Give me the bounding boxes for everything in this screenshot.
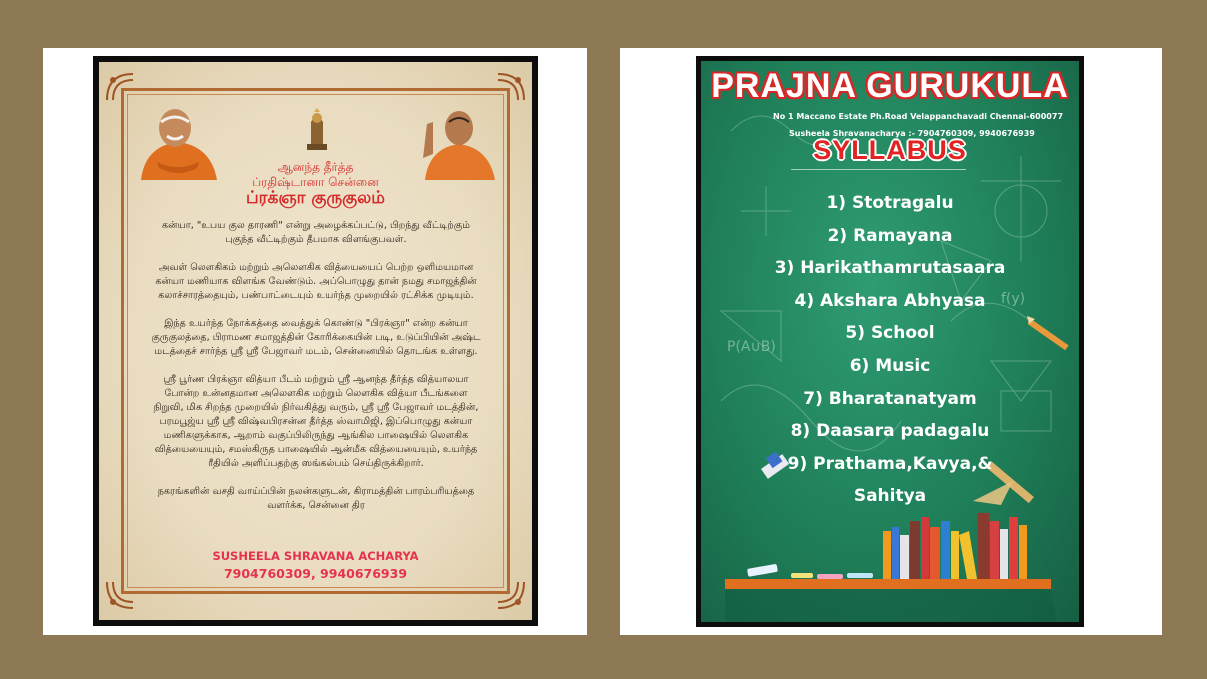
corner-ornament-icon: [496, 72, 526, 102]
syllabus-item: 4) Akshara Abhyasa: [794, 290, 986, 311]
bookshelf-illustration: [701, 491, 1079, 622]
chalkboard-background: [701, 61, 1079, 622]
poster-body-text: [151, 219, 481, 527]
syllabus-heading: SYLLABUS: [813, 135, 967, 165]
poster-title-line-1: ஆனந்த தீர்த்த: [277, 160, 354, 174]
shelf-icon: [725, 579, 1051, 589]
books-icon: [883, 513, 1027, 579]
school-contact: Susheela Shravanacharya :- 7904760309, 9940676939: [789, 129, 1035, 138]
body-paragraph: அவள் லௌகிகம் மற்றும் அலௌகிக வித்யையைப் பெற்ற ஒளிமயமான கன்யா மணியாக விளங்க வேண்டும். அப்பொழுது தான் நமது சமாஜத்தின் கலாச்சாரத்தையும், பண்பாட்டையும் உயர்ந்த முறையில் ரட்சிக்க முடியும்.: [155, 262, 477, 301]
syllabus-item: 8) Daasara padagalu: [790, 421, 990, 442]
syllabus-item: 3) Harikathamrutasaara: [774, 258, 1006, 279]
corner-ornament-icon: [105, 580, 135, 610]
syllabus-item: 2) Ramayana: [827, 225, 953, 246]
signature-name: SUSHEELA SHRAVANA ACHARYA: [212, 549, 419, 563]
school-address: No 1 Maccano Estate Ph.Road Velappanchavadi Chennai-600077: [773, 112, 1064, 121]
corner-ornament-icon: [496, 580, 526, 610]
body-paragraph: நகரங்களின் வசதி வாய்ப்பின் நலன்களுடன், கிராமத்தின் பாரம்பரியத்தை வளர்க்க, சென்னை திர: [157, 486, 475, 511]
body-paragraph: கன்யா, "உபய குல தாரணி" என்று அழைக்கப்பட்டு, பிறந்து வீட்டிற்கும் புகுந்த வீட்டிற்கும் தீபமாக விளங்குபவள்.: [162, 220, 470, 245]
syllabus-item: 6) Music: [849, 355, 931, 376]
poster-title-line-2: ப்ரதிஷ்டானா சென்னை: [252, 175, 379, 189]
syllabus-item: 9) Prathama,Kavya,&: [787, 453, 993, 474]
corner-ornament-icon: [105, 72, 135, 102]
scattered-chalk-icon: [747, 564, 873, 579]
signature-phone: 7904760309, 9940676939: [223, 566, 408, 581]
syllabus-item: 1) Stotragalu: [826, 193, 954, 213]
left-photo-card: [43, 48, 587, 635]
deity-idol-icon: [305, 108, 329, 150]
body-paragraph: ஸ்ரீ பூர்ண பிரக்ஞா வித்யா பீடம் மற்றும் ஸ்ரீ ஆனந்த தீர்த்த வித்யாலயா போன்ற உன்னதமான அலௌகிக மற்றும் லௌகிக வித்யா பீடங்களை நிறுவி, மிக சிறந்த முறையில் நிர்வகித்து வரும், ஸ்ரீ ஸ்ரீ பேஜாவர் மடத்தின், பரமபூஜ்ய ஸ்ரீ ஸ்ரீ விஷ்வபிரசன்ன தீர்த்த ஸ்வாமிஜி, இப்பொழுது கன்யா மணிகளுக்காக, ஆறாம் வகுப்பிலிருந்து ஆங்கில பாஷையில் லௌகிக வித்யையையும், சமஸ்கிருத பாஷையில் ஆன்மீக வித்யையையும், உயர்ந்த ரீதியில் அளிப்பதற்கு ஸங்கல்பம் செய்திருக்கிறார்.: [153, 374, 479, 469]
body-paragraph: இந்த உயர்ந்த நோக்கத்தை வைத்துக் கொண்டு "பிரக்ஞா" என்ற கன்யா குருகுலத்தை, பிராமண சமாஜத்தின் கோரிக்கையின் படி, உடுப்பியின் அஷ்ட மடத்தைச் சார்ந்த ஸ்ரீ ஸ்ரீ பேஜாவர் மடம், சென்னையில் தொடங்க உள்ளது.: [151, 318, 481, 357]
syllabus-item: 7) Bharatanatyam: [803, 388, 977, 409]
svg-text:P(A∪B): P(A∪B): [727, 339, 776, 355]
poster-title-main: ப்ரக்ஞா குருகுலம்: [246, 188, 385, 208]
syllabus-item: Sahitya: [853, 486, 927, 507]
syllabus-poster: [696, 56, 1084, 627]
right-photo-card: [620, 48, 1162, 635]
svg-text:f(y): f(y): [1001, 291, 1026, 307]
syllabus-list: [701, 187, 1079, 513]
syllabus-item: 5) School: [845, 323, 935, 344]
heading-underline: [791, 169, 966, 170]
tamil-gurukula-poster: [93, 56, 538, 626]
school-name-title: PRAJNA GURUKULA: [711, 67, 1069, 105]
parchment-background: [99, 62, 532, 620]
